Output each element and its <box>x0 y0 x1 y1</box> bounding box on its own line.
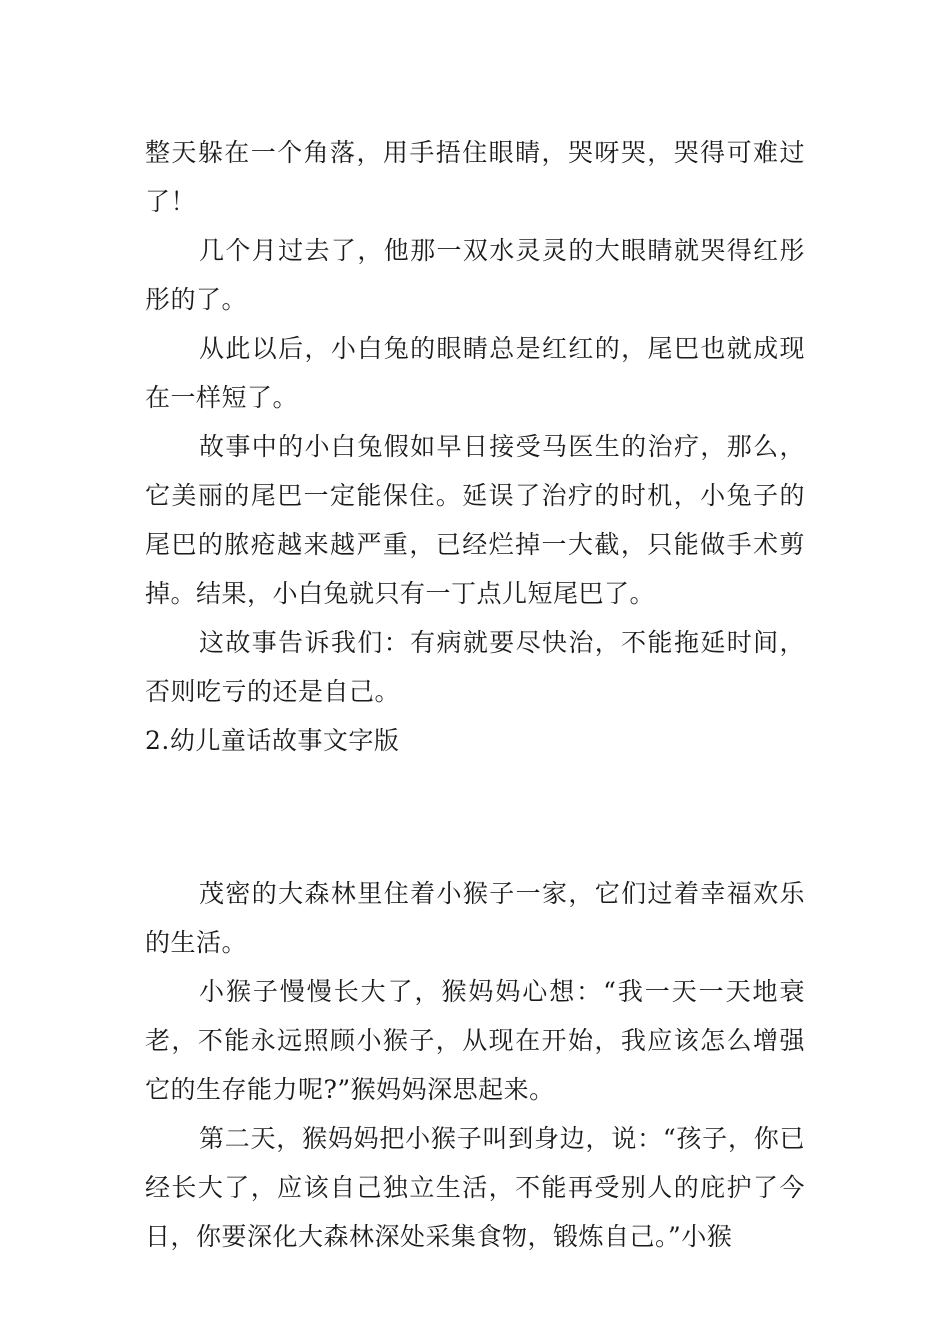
paragraph-6: 茂密的大森林里住着小猴子一家，它们过着幸福欢乐的生活。 <box>145 879 805 957</box>
paragraph-2: 几个月过去了，他那一双水灵灵的大眼睛就哭得红彤彤的了。 <box>145 236 805 314</box>
blank-space <box>145 765 805 869</box>
paragraph-7: 小猴子慢慢长大了，猴妈妈心想：“我一天一天地衰老，不能永远照顾小猴子，从现在开始，我应该怎么增强它的生存能力呢?”猴妈妈深思起来。 <box>145 977 805 1104</box>
paragraph-8: 第二天，猴妈妈把小猴子叫到身边，说：“孩子，你已经长大了，应该自己独立生活，不能再受别人的庇护了今日，你要深化大森林深处采集食物，锻炼自己。”小猴 <box>145 1124 805 1251</box>
document-body <box>145 128 805 1261</box>
paragraph-1: 整天躲在一个角落，用手捂住眼睛，哭呀哭，哭得可难过了！ <box>145 138 805 216</box>
paragraph-4: 故事中的小白兔假如早日接受马医生的治疗，那么，它美丽的尾巴一定能保住。延误了治疗的时机，小兔子的尾巴的脓疮越来越严重，已经烂掉一大截，只能做手术剪掉。结果，小白兔就只有一丁点儿短尾巴了。 <box>145 432 805 608</box>
section-heading: 2.幼儿童话故事文字版 <box>145 726 400 755</box>
paragraph-5: 这故事告诉我们：有病就要尽快治，不能拖延时间，否则吃亏的还是自己。 <box>145 628 805 706</box>
paragraph-3: 从此以后，小白兔的眼睛总是红红的，尾巴也就成现在一样短了。 <box>145 334 805 412</box>
